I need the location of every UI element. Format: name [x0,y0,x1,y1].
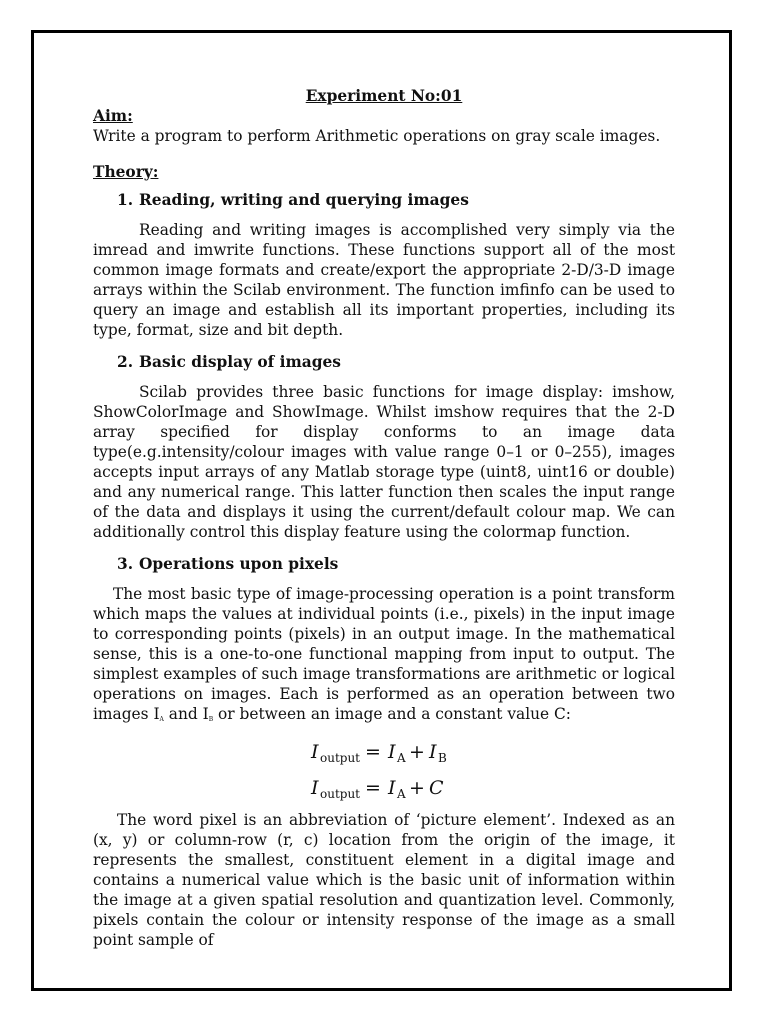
eq-term2-sub: B [438,751,447,765]
section-number: 3. [117,555,134,573]
section-heading-2 [117,352,675,372]
equation-2 [93,770,675,806]
section-title: Reading, writing and querying images [139,191,469,209]
subscript-a: A [159,716,164,723]
eq-lhs: I [311,741,319,763]
eq-term2: I [429,741,437,763]
section-number: 2. [117,353,134,371]
eq-plus: + [409,741,425,763]
section-paragraph-2: Scilab provides three basic functions for image display: imshow, ShowColorImage and ShowImage. Whilst imshow requires that the 2-D array specified for display conforms to an image data type(e.g.intensity/colour images with value range 0–1 or 0–255), images accepts input arrays of any Matlab storage type (uint8, uint16 or double) and any numerical range. This latter function then scales the input range of the data and displays it using the current/default colour map. We can additionally control this display feature using the colormap function. [93,383,675,541]
aim-text: Write a program to perform Arithmetic operations on gray scale images. [93,127,661,145]
section-paragraph-1: Reading and writing images is accomplished very simply via the imread and imwrite functions. These functions support all of the most common image formats and create/export the appropriate 2-D/3-D image arrays within the Scilab environment. The function imfinfo can be used to query an image and establish all its important properties, including its type, format, size and bit depth. [93,221,675,339]
section-paragraph-3 [93,584,675,730]
eq-equals: = [365,741,381,763]
eq-term1-sub: A [397,751,406,765]
paragraph-text: The most basic type of image-processing operation is a point transform which maps the values at individual points (i.e., pixels) in the input image to corresponding points (pixels) in an output image. In the mathematical sense, this is a one-to-one functional mapping from input to output. The simplest examples of such image transformations are arithmetic or logical operations on images. Each is performed as an operation between two images I [93,585,675,723]
eq-term2: C [429,777,444,799]
paragraph-text: and I [163,705,209,723]
section-heading-3 [117,554,675,574]
section-number: 1. [117,191,134,209]
theory-label: Theory: [93,163,159,181]
aim-label: Aim: [93,107,133,125]
eq-term1: I [388,777,396,799]
equation-1 [93,734,675,770]
eq-lhs: I [311,777,319,799]
subscript-b: B [208,716,214,723]
eq-term1: I [388,741,396,763]
section-title: Operations upon pixels [139,555,339,573]
eq-equals: = [365,777,381,799]
eq-term1-sub: A [397,787,406,801]
document-body [93,86,675,962]
section-title: Basic display of images [139,353,341,371]
equations [93,734,675,806]
equation-svg [309,773,459,803]
experiment-title: Experiment No:01 [305,87,463,105]
eq-plus: + [409,777,425,799]
paragraph-text: or between an image and a constant value C: [213,705,571,723]
section-paragraph-3b: The word pixel is an abbreviation of ‘picture element’. Indexed as an (x, y) or column-row (r, c) location from the origin of the image, it represents the smallest, constituent element in a digital image and contains a numerical value which is the basic unit of information within the image at a given spatial resolution and quantization level. Commonly, pixels contain the colour or intensity response of the image as a small point sample of [93,811,675,949]
equation-svg [309,737,459,767]
eq-lhs-sub: output [320,751,361,765]
section-heading-1 [117,190,675,210]
eq-lhs-sub: output [320,787,361,801]
